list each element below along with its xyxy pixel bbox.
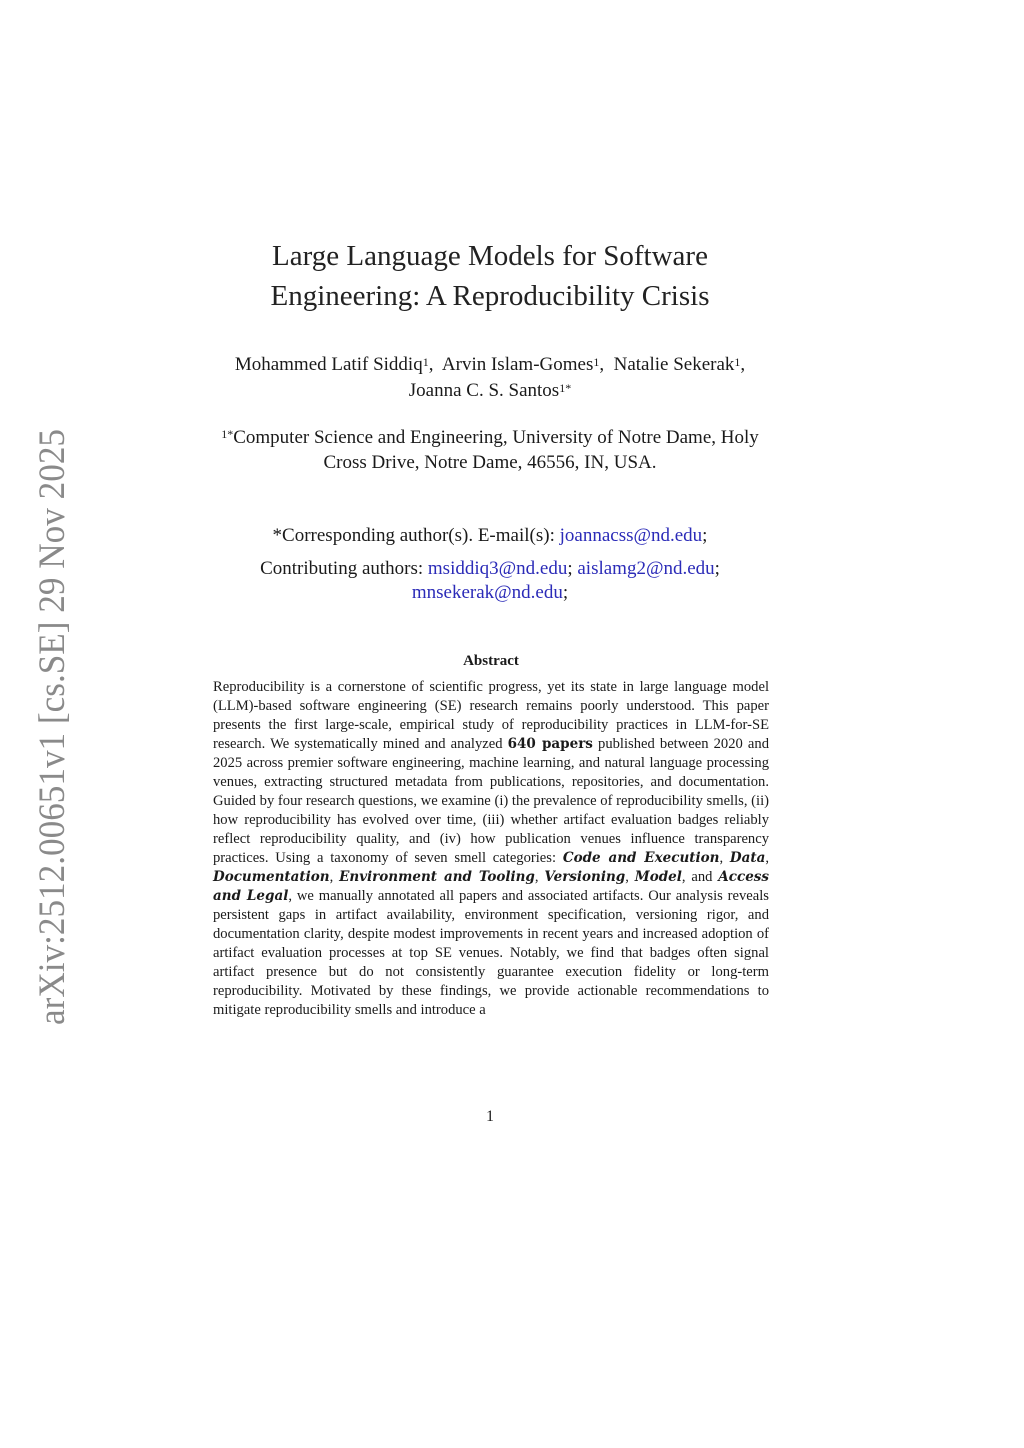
arxiv-identifier-stamp [20, 425, 78, 1025]
smell-category: Documentation [213, 869, 330, 885]
corresponding-email-link[interactable]: joannacss@nd.edu [559, 525, 703, 546]
author-affil-mark: 1 [734, 355, 741, 369]
smell-category: Environment and Tooling [339, 869, 535, 885]
title-line-1: Large Language Models for Software [272, 240, 708, 272]
title-line-2: Engineering: A Reproducibility Crisis [270, 280, 710, 312]
paper-title [160, 236, 820, 316]
smell-category: Data [729, 850, 766, 866]
contributor-email-link[interactable]: msiddiq3@nd.edu [427, 558, 568, 579]
smell-category: Code and Execution [562, 850, 720, 866]
separator: ; [702, 525, 708, 546]
affiliation-mark: 1* [221, 427, 234, 441]
affiliation-line-2: Cross Drive, Notre Dame, 46556, IN, USA. [323, 452, 657, 473]
smell-category: Access and Legal [213, 869, 769, 904]
abstract-text: , we manually annotated all papers and associated artifacts. Our analysis reveals persistent gaps in artifact availability, environment specification, versioning rigor, and documentation clarity, despite modest improvements in recent years and increased adoption of artifact evaluation processes at top SE venues. Notably, we find that badges often signal artifact presence but do not consistently guarantee execution fidelity or long-term reproducibility. Motivated by these findings, we provide actionable recommendations to mitigate reproducibility smells and introduce a [213, 888, 769, 1018]
affiliation-line-1: Computer Science and Engineering, University of Notre Dame, Holy [233, 427, 759, 448]
separator: ; [562, 582, 569, 603]
abstract-text: Reproducibility is a cornerstone of scientific progress, yet its state in large language model (LLM)-based software engineering (SE) research remains poorly understood. This paper presents the first large-scale, empirical study of reproducibility practices in LLM-for-SE research. We systematically mined and analyzed [213, 679, 769, 752]
page-number: 1 [486, 1108, 494, 1125]
author-name: Natalie Sekerak [613, 354, 735, 375]
author-affil-mark: 1 [422, 355, 429, 369]
abstract-bold-count: 640 papers [507, 736, 593, 752]
author-name: Arvin Islam-Gomes [441, 354, 594, 375]
affiliation [180, 425, 800, 475]
smell-category: Versioning [544, 869, 626, 885]
abstract-text: published between 2020 and 2025 across premier software engineering, machine learning, and natural language processing venues, extracting structured metadata from publications, repositories, and documentation. Guided by four research questions, we examine (i) the prevalence of reproducibility smells, (ii) how reproducibility has evolved over time, (iii) whether artifact evaluation badges reliably reflect reproducibility quality, and (iv) how publication venues influence transparency practices. Using a taxonomy of seven smell categories: [213, 736, 769, 866]
author-affil-mark: 1 [593, 355, 600, 369]
author-list: Mohammed Latif Siddiq$^1$, Arvin Islam-Gomes$^1$, Natalie Sekerak$^1$, Joanna C. S. Santos$^{1*}$ [234, 354, 746, 401]
author-affil-mark: 1* [559, 381, 572, 395]
contributing-authors [180, 557, 800, 605]
smell-category: Model [634, 869, 682, 885]
contributor-email-link[interactable]: mnsekerak@nd.edu [411, 582, 563, 603]
arxiv-id-text: arXiv:2512.00651v1 [cs.SE] 29 Nov 2025 [32, 425, 73, 1025]
corresponding-label: *Corresponding author(s). E-mail(s): [272, 525, 555, 546]
corresponding-author [180, 523, 800, 548]
abstract-heading: Abstract [463, 653, 519, 669]
author-name: Mohammed Latif Siddiq [234, 354, 423, 375]
separator: ; [567, 558, 573, 579]
contributing-label: Contributing authors: [260, 558, 424, 579]
author-name: Joanna C. S. Santos [408, 380, 560, 401]
separator: ; [714, 558, 720, 579]
contributor-email-link[interactable]: aislamg2@nd.edu [577, 558, 715, 579]
abstract-body: Reproducibility is a cornerstone of scientific progress, yet its state in large language model (LLM)-based software engineering (SE) research remains poorly understood. This paper presents the first large-scale, empirical study of reproducibility practices in LLM-for-SE research. We systematically mined and analyzed 640 papers published between 2020 and 2025 across premier software engineering, machine learning, and natural language processing venues, extracting structured metadata from publications, repositories, and documentation. Guided by four research questions, we examine (i) the prevalence of reproducibility smells, (ii) how reproducibility has evolved over time, (iii) whether artifact evaluation badges reliably reflect reproducibility quality, and (iv) how publication venues influence transparency practices. Using a taxonomy of seven smell categories: Code and Execution, Data, Documentation, Environment and Tooling, Versioning, Model, and Access and Legal, we manually annotated all papers and associated artifacts. Our analysis reveals persistent gaps in artifact availability, environment specification, versioning rigor, and documentation clarity, despite modest improvements in recent years and increased adoption of artifact evaluation processes at top SE venues. Notably, we find that badges often signal artifact presence but do not consistently guarantee execution fidelity or long-term reproducibility. Motivated by these findings, we provide actionable recommendations to mitigate reproducibility smells and introduce a [213, 679, 770, 1018]
